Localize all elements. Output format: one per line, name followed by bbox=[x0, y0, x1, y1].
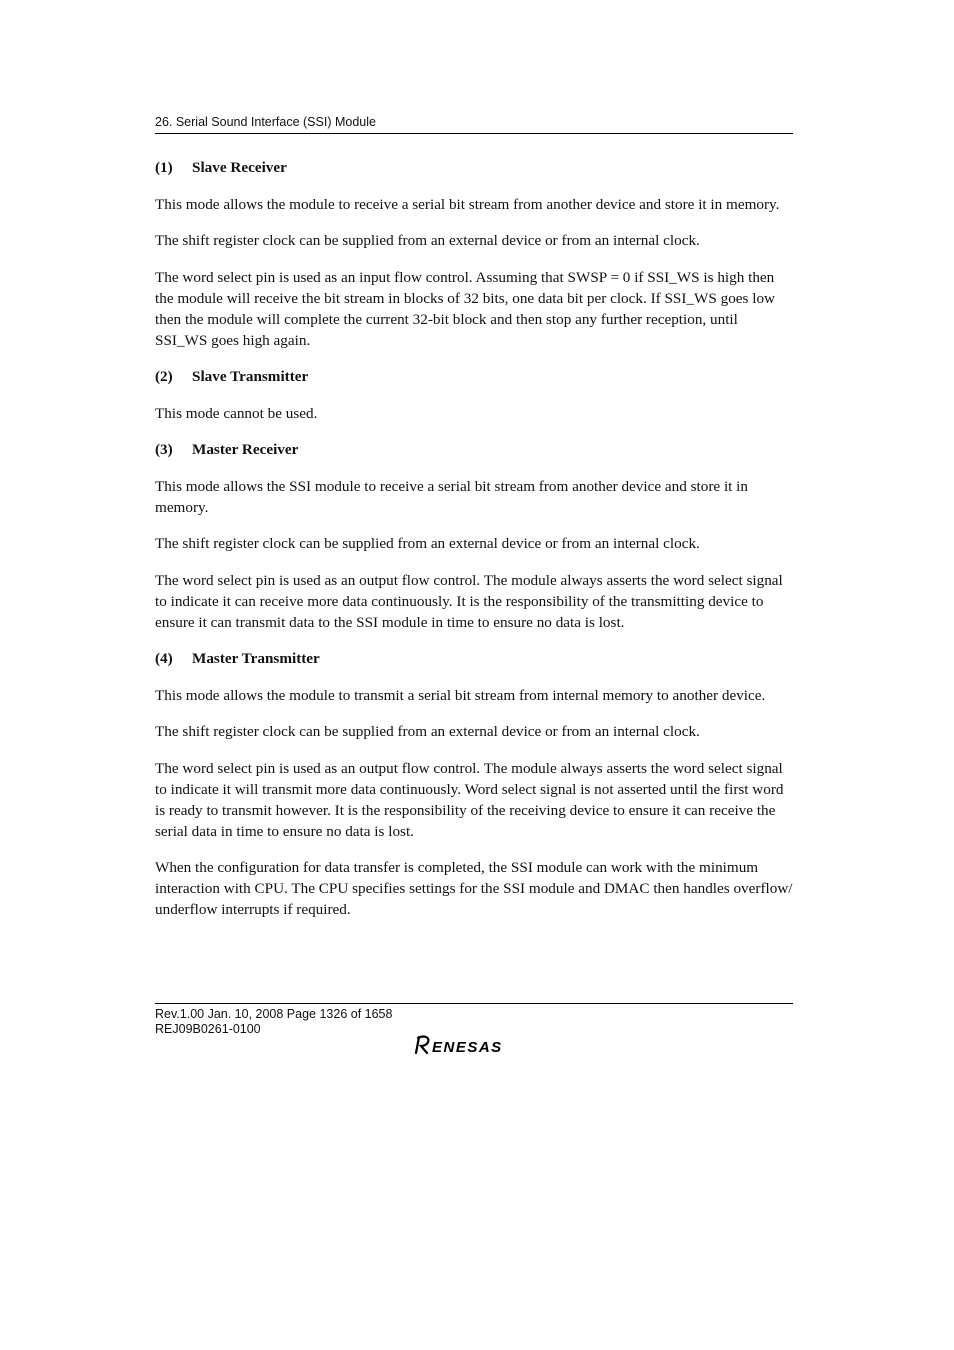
page-content bbox=[155, 157, 793, 936]
section-title: Slave Transmitter bbox=[192, 368, 309, 385]
paragraph: This mode cannot be used. bbox=[155, 404, 318, 422]
section-slave-receiver bbox=[155, 157, 793, 351]
paragraph: The word select pin is used as an output flow control. The module always asserts the word select signal to indicate it will transmit more data continuously. Word select signal is not asserted until the first word is ready to transmit however. It is the responsibility of the receiving device to ensure it can receive the serial data in time to ensure no data is lost. bbox=[155, 759, 784, 840]
paragraph: The shift register clock can be supplied from an external device or from an internal clock. bbox=[155, 232, 700, 249]
logo-wordmark: ENESAS bbox=[432, 1039, 503, 1056]
section-title: Master Transmitter bbox=[192, 650, 320, 667]
section-master-receiver bbox=[155, 439, 793, 633]
section-number: (1) bbox=[155, 159, 173, 176]
paragraph: This mode allows the module to receive a serial bit stream from another device and store it in memory. bbox=[155, 195, 780, 213]
document-number: REJ09B0261-0100 bbox=[155, 1022, 261, 1036]
section-heading bbox=[155, 366, 793, 387]
paragraph: When the configuration for data transfer is completed, the SSI module can work with the minimum interaction with CPU. The CPU specifies settings for the SSI module and DMAC then handles overflow/ underflow interrupts if required. bbox=[155, 859, 793, 918]
paragraph: The shift register clock can be supplied from an external device or from an internal clock. bbox=[155, 723, 700, 740]
section-heading bbox=[155, 439, 793, 460]
paragraph: This mode allows the SSI module to receive a serial bit stream from another device and store it in memory. bbox=[155, 477, 748, 516]
section-heading bbox=[155, 648, 793, 669]
paragraph: The word select pin is used as an input flow control. Assuming that SWSP = 0 if SSI_WS is high then the module will receive the bit stream in blocks of 32 bits, one data bit per clock. If SSI_WS goes low then the module will complete the current 32-bit block and then stop any further reception, until SSI_WS goes high again. bbox=[155, 268, 776, 349]
section-master-transmitter bbox=[155, 648, 793, 920]
revision-info: Rev.1.00 Jan. 10, 2008 Page 1326 of 1658 bbox=[155, 1007, 393, 1021]
section-number: (4) bbox=[155, 650, 173, 667]
section-number: (2) bbox=[155, 368, 173, 385]
page-footer bbox=[155, 1003, 793, 1037]
running-header: 26. Serial Sound Interface (SSI) Module bbox=[155, 115, 793, 134]
section-number: (3) bbox=[155, 441, 173, 458]
section-slave-transmitter bbox=[155, 366, 793, 424]
paragraph: The shift register clock can be supplied from an external device or from an internal clock. bbox=[155, 535, 700, 552]
paragraph: The word select pin is used as an output flow control. The module always asserts the word select signal to indicate it can receive more data continuously. It is the responsibility of the transmitting device to ensure it can transmit data to the SSI module in time to ensure no data is lost. bbox=[155, 571, 783, 631]
renesas-logo bbox=[414, 1034, 534, 1056]
paragraph: This mode allows the module to transmit a serial bit stream from internal memory to another device. bbox=[155, 686, 766, 704]
section-heading bbox=[155, 157, 793, 178]
section-title: Slave Receiver bbox=[192, 159, 287, 176]
section-title: Master Receiver bbox=[192, 441, 299, 458]
